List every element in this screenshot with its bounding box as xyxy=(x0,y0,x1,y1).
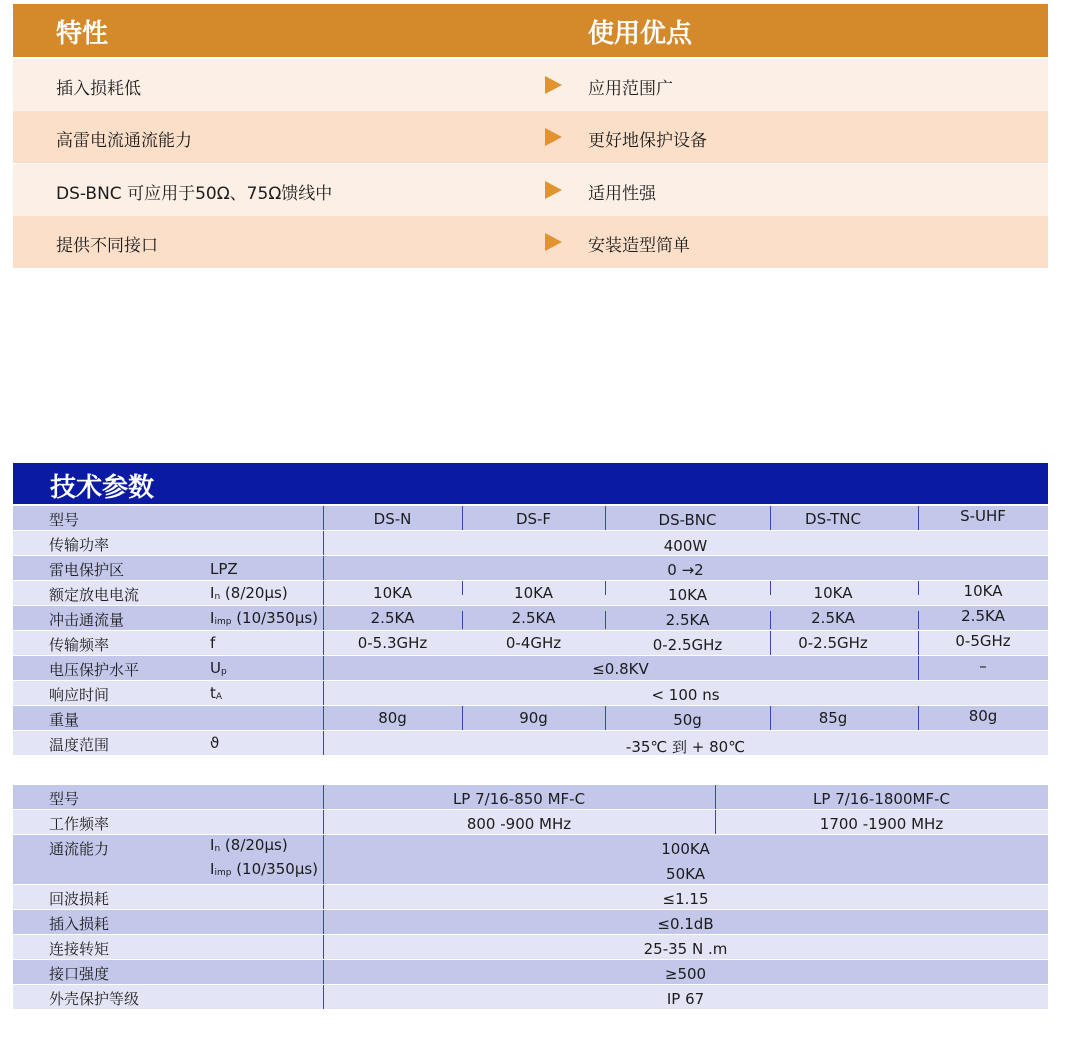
feature-text: DS-BNC 可应用于50Ω、75Ω馈线中 xyxy=(56,184,333,204)
row-label: 响应时间 xyxy=(49,686,110,704)
row-label: 插入损耗 xyxy=(49,915,110,933)
frequency-value: 0-5GHz xyxy=(955,632,1011,650)
response-row xyxy=(13,681,1048,705)
feature-row xyxy=(13,164,1048,216)
advantages-header-title: 使用优点 xyxy=(588,19,693,49)
feature-row xyxy=(13,216,1048,268)
voltage-value: ≤0.8KV xyxy=(592,660,649,678)
advantage-text: 应用范围广 xyxy=(588,79,673,99)
features-header-title: 特性 xyxy=(56,19,109,49)
row-symbol: $I_{imp}$ (10/350μs) xyxy=(210,609,319,627)
impulse-row xyxy=(13,606,1048,630)
weight-value: 80g xyxy=(968,707,998,725)
weight-value: 50g xyxy=(673,711,702,729)
row-label: 额定放电电流 xyxy=(49,586,140,604)
torque-row xyxy=(13,935,1048,959)
row-label: 传输功率 xyxy=(49,536,110,554)
triangle-right-icon xyxy=(545,128,562,146)
advantage-text: 适用性强 xyxy=(588,184,656,204)
impulse-value: 2.5KA xyxy=(665,611,710,629)
return-loss-value: ≤1.15 xyxy=(662,890,709,908)
capacity-value-2: 50KA xyxy=(666,865,705,883)
row-label: 型号 xyxy=(49,790,80,808)
advantage-text: 更好地保护设备 xyxy=(588,131,707,151)
model-name: DS-TNC xyxy=(805,510,861,528)
impulse-value: 2.5KA xyxy=(811,609,855,627)
row-label: 雷电保护区 xyxy=(49,561,125,579)
impulse-value: 2.5KA xyxy=(961,607,1005,625)
row-label: 传输频率 xyxy=(49,636,110,654)
weight-value: 90g xyxy=(519,709,548,727)
capacity-row xyxy=(13,835,1048,884)
model-name: S-UHF xyxy=(960,507,1006,525)
power-row xyxy=(13,531,1048,555)
row-label: 电压保护水平 xyxy=(49,661,140,679)
weight-value: 80g xyxy=(378,709,407,727)
voltage-value-last: – xyxy=(979,657,987,675)
power-value: 400W xyxy=(663,537,708,555)
features-header xyxy=(13,4,1048,57)
temperature-value: -35℃ 到 + 80℃ xyxy=(625,738,746,756)
advantage-text: 安装造型简单 xyxy=(588,236,690,256)
work-frequency-row xyxy=(13,810,1048,834)
model-name: LP 7/16-1800MF-C xyxy=(813,790,950,808)
row-symbol: $I_n$ (8/20μs) xyxy=(210,836,288,854)
row-label: 型号 xyxy=(49,511,80,529)
ip-rating-row xyxy=(13,985,1048,1009)
work-frequency-value: 800 -900 MHz xyxy=(466,815,572,833)
row-symbol: ϑ xyxy=(210,734,220,752)
impulse-value: 2.5KA xyxy=(511,609,556,627)
torque-value: 25-35 N .m xyxy=(643,940,728,958)
row-symbol: $U_p$ xyxy=(210,659,227,677)
model-name: DS-BNC xyxy=(658,511,717,529)
weight-row xyxy=(13,706,1048,730)
interface-strength-row xyxy=(13,960,1048,984)
feature-text: 提供不同接口 xyxy=(56,236,158,256)
capacity-value-1: 100KA xyxy=(661,840,710,858)
frequency-value: 0-2.5GHz xyxy=(652,636,723,654)
row-symbol: $t_A$ xyxy=(210,684,223,702)
response-value: < 100 ns xyxy=(651,686,720,704)
feature-text: 高雷电流通流能力 xyxy=(56,131,192,151)
weight-value: 85g xyxy=(818,709,848,727)
discharge-value: 10KA xyxy=(373,584,412,602)
row-label: 冲击通流量 xyxy=(49,611,125,629)
model2-row xyxy=(13,785,1048,809)
triangle-right-icon xyxy=(545,233,562,251)
row-label: 温度范围 xyxy=(49,736,110,754)
triangle-right-icon xyxy=(545,76,562,94)
model-name: DS-N xyxy=(373,510,412,528)
lpz-value: 0 →2 xyxy=(667,561,704,579)
row-symbol: $I_n$ (8/20μs) xyxy=(210,584,288,602)
interface-strength-value: ≥500 xyxy=(664,965,707,983)
model-name: LP 7/16-850 MF-C xyxy=(452,790,586,808)
discharge-value: 10KA xyxy=(813,584,853,602)
triangle-right-icon xyxy=(545,181,562,199)
row-label: 通流能力 xyxy=(49,840,110,858)
insertion-loss-row xyxy=(13,910,1048,934)
tech-header xyxy=(13,463,1048,504)
feature-row xyxy=(13,111,1048,163)
discharge-value: 10KA xyxy=(514,584,553,602)
frequency-value: 0-5.3GHz xyxy=(357,634,428,652)
row-label: 工作频率 xyxy=(49,815,110,833)
ip-rating-value: IP 67 xyxy=(666,990,705,1008)
return-loss-row xyxy=(13,885,1048,909)
work-frequency-value: 1700 -1900 MHz xyxy=(819,815,944,833)
row-label: 回波损耗 xyxy=(49,890,110,908)
row-label: 外壳保护等级 xyxy=(49,990,140,1008)
row-label: 重量 xyxy=(49,711,80,729)
row-symbol: $I_{imp}$ (10/350μs) xyxy=(210,860,319,878)
feature-text: 插入损耗低 xyxy=(56,79,141,99)
discharge-value: 10KA xyxy=(668,586,707,604)
row-symbol: LPZ xyxy=(210,560,238,578)
model-row xyxy=(13,506,1048,530)
row-label: 接口强度 xyxy=(49,965,110,983)
frequency-value: 0-4GHz xyxy=(505,634,562,652)
insertion-loss-value: ≤0.1dB xyxy=(657,915,714,933)
row-label: 连接转矩 xyxy=(49,940,110,958)
row-symbol: f xyxy=(210,634,216,652)
model-name: DS-F xyxy=(515,510,552,528)
temperature-row xyxy=(13,731,1048,755)
discharge-value: 10KA xyxy=(963,582,1003,600)
tech-title: 技术参数 xyxy=(50,473,155,503)
lpz-row xyxy=(13,556,1048,580)
impulse-value: 2.5KA xyxy=(370,609,415,627)
frequency-row xyxy=(13,631,1048,655)
discharge-row xyxy=(13,581,1048,605)
voltage-row xyxy=(13,656,1048,680)
frequency-value: 0-2.5GHz xyxy=(798,634,868,652)
feature-row xyxy=(13,59,1048,111)
